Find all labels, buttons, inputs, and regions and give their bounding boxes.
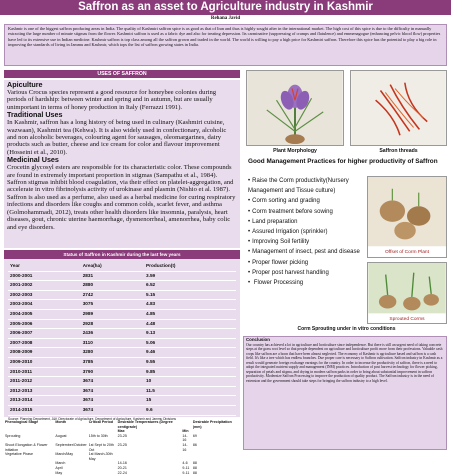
table-cell: 6.52 xyxy=(146,282,156,288)
stage-cell: 88 xyxy=(192,465,197,470)
practice-item: • Corm treatment before sowing xyxy=(248,207,366,217)
stage-header-cell: Phenological Stage xyxy=(5,420,39,424)
practice-item: • Management of insect, pest and disease xyxy=(248,247,366,257)
table-row xyxy=(8,329,236,339)
table-cell: 2002-2003 xyxy=(10,291,33,297)
plant-morphology-image xyxy=(246,70,344,146)
table-cell: 2008-2009 xyxy=(10,349,33,355)
stage-header-cell: Desirable Precipitation (mm) xyxy=(192,420,232,429)
table-cell: 9.55 xyxy=(146,358,156,364)
plant-morphology-caption: Plant Morphology xyxy=(273,148,317,154)
corm-offset-image xyxy=(367,176,447,258)
table-cell: 4.48 xyxy=(146,320,156,326)
practice-item: • Assured Irrigation (sprinkler) xyxy=(248,227,366,237)
stage-cell: September/October xyxy=(55,442,87,447)
practice-item: • Corm sorting and grading xyxy=(248,196,366,206)
table-cell: 2013-2014 xyxy=(10,397,33,403)
conclusion-heading: Conclusion xyxy=(246,337,270,342)
stage-row xyxy=(4,434,236,443)
table-cell: 3.59 xyxy=(146,272,156,278)
table-cell: 3674 xyxy=(82,387,94,393)
stage-cell: Shoot Elongation & Flower initiation xyxy=(5,442,48,452)
table-cell: 2005-2006 xyxy=(10,320,33,326)
table-header-cell: Area(ha) xyxy=(82,263,102,268)
sprouted-corms-image xyxy=(367,262,447,324)
table-cell: 9.6 xyxy=(146,406,153,412)
table-cell: 3280 xyxy=(82,349,94,355)
stage-cell: 15th to 30th xyxy=(88,433,108,438)
stage-cell xyxy=(181,452,191,461)
stage-cell: Sprouting xyxy=(5,433,21,438)
practices-heading: Good Management Practices for higher productivity of Saffron xyxy=(248,158,438,165)
uses-section xyxy=(4,80,240,248)
table-cell: 2007-2008 xyxy=(10,339,33,345)
stage-cell: 22-24 xyxy=(117,470,127,475)
table-cell: 2010-2011 xyxy=(10,368,33,374)
stage-cell: 23-25 xyxy=(117,442,127,447)
photo-row xyxy=(246,70,447,156)
saffron-threads-caption: Saffron threads xyxy=(379,148,418,154)
section-body-traditional: In Kashmir, saffron has a long history of being used in culinary (Kashmiri cuisine, wazwaan), Kashmiri tea (Kehwa). It is also widely used in confectionary, alcoholic and non alcoholic beverages, colouring agent for sausages, oleomargarines, dairy products such as butter, cheese and ice cream for color and flavour improvement (Hosseini et al., 2010). xyxy=(7,119,227,156)
stage-cell: March/May xyxy=(55,452,74,457)
table-cell: 3075 xyxy=(82,301,94,307)
sprouted-corms-caption: Sprouted Corms xyxy=(389,317,425,323)
table-cell: 2436 xyxy=(82,330,94,336)
table-cell: 9.46 xyxy=(146,349,156,355)
table-header-cell: Year xyxy=(10,263,20,268)
stage-cell: 9-11 xyxy=(182,470,190,475)
table-row xyxy=(8,300,236,310)
conclusion-panel xyxy=(243,336,447,450)
section-heading-medicinal: Medicinal Uses xyxy=(7,155,59,165)
production-table xyxy=(8,262,236,416)
table-row xyxy=(8,338,236,348)
stage-cell: 20-21 xyxy=(117,465,127,470)
table-row xyxy=(8,319,236,329)
table-row xyxy=(8,290,236,300)
stage-cell: 14-16 xyxy=(182,433,188,443)
stage-cell xyxy=(192,452,236,461)
table-cell: 2009-2010 xyxy=(10,358,33,364)
table-row xyxy=(8,396,236,406)
stage-cell: 9-11 xyxy=(182,465,190,470)
table-cell: 5.06 xyxy=(146,339,156,345)
stage-cell: 69 xyxy=(192,433,197,438)
section-body-apiculture: Various Crocus species represent a good resource for honeybee colonies during periods of hardship: between winter and spring and in autumn, but are usually unimportant in terms of honey production in Italy (Ferrazzi 1991). xyxy=(7,89,217,111)
stage-header-cell xyxy=(181,420,191,429)
stage-cell: 14-16 xyxy=(182,442,188,452)
corm-offset-caption: Offset of Corm Plant xyxy=(385,250,429,256)
table-cell: 9.85 xyxy=(146,368,156,374)
stage-cell: 88 xyxy=(192,470,197,475)
table-row xyxy=(8,357,236,367)
table-cell: 2001-2002 xyxy=(10,282,33,288)
table-source: Source: Planning Department, J&K Directorate of Agriculture, Department of Agriculture, Kashmir and Jammu Divisions xyxy=(8,416,176,421)
stage-cell xyxy=(4,471,54,475)
stage-subheader-cell: Min xyxy=(182,429,189,434)
table-cell: 3674 xyxy=(82,406,94,412)
practice-item: • Flower Processing xyxy=(248,278,366,288)
table-header-cell: Production(t) xyxy=(146,263,176,268)
table-cell: 15 xyxy=(146,397,152,403)
table-cell: 11.5 xyxy=(146,387,155,393)
table-cell: 2928 xyxy=(82,320,94,326)
table-row xyxy=(8,309,236,319)
status-heading: Status of Saffron in Kashmir during the last few years xyxy=(4,250,240,259)
table-cell: 2000-2001 xyxy=(10,272,33,278)
stage-cell: 88 xyxy=(192,461,197,466)
table-cell: 4.83 xyxy=(146,301,156,307)
stage-cell: March xyxy=(55,461,66,466)
table-cell: 3674 xyxy=(82,397,94,403)
stage-cell: 23-25 xyxy=(117,433,127,438)
section-heading-traditional: Traditional Uses xyxy=(7,110,63,120)
saffron-threads-image xyxy=(350,70,447,146)
stage-cell: 86 xyxy=(192,442,197,447)
stage-cell: April xyxy=(55,465,63,470)
table-row xyxy=(8,281,236,291)
conclusion-body: Our country has achieved a lot in agriculture and horticulture since independence. But there is still an urgent need of taking concrete steps at the grass root level so that people dependent on agriculture and horticulture profit more from their professions. Valuable cash crops like saffron are a boon that have been almost neglected. The economy of Kashmir is agriculture based and saffron is a cash field. It's like a tree which has endless branches. Due proper care is necessary to Saffron cultivation. Saffron industry in Kashmir as a result would generate foreign exchange earnings for the country. In order to increase the productivity of saffron, there is a need to adopt the integrated nutrient supply and management (INM) practices. Introduction of post harvest technology for flower picking, separation of petals and stigma, and drying in modern saffron parks in order to bring about substantial improvement in saffron productivity. Modernize Saffron Processing to improve the production of quality product. The Saffron industry is in the need of extension and the government should take steps for bringing the saffron industry to a high level. xyxy=(246,342,443,383)
stage-cell: May xyxy=(55,470,63,475)
uses-heading: USES OF SAFFRON xyxy=(4,70,240,78)
table-cell: 2006-2007 xyxy=(10,330,33,336)
stage-row xyxy=(4,443,236,452)
practice-item: • Improving Soil fertility xyxy=(248,237,366,247)
practice-item: • Land preparation xyxy=(248,217,366,227)
table-row xyxy=(8,377,236,387)
abstract: Kashmir is one of the biggest saffron producing areas in India. The quality of Kashmiri saffron spice is as good as that of Iran and thus is highly sought after in the international market. The high cost of this spice is due to the difficulty in manually extracting the large number of minute stigmas from the flower. Kashmiri saffron is used as a fabric dye and also for treating depression. Its carminative (suppressing of cramps and flatulence) and emmenagogue (enhancing pelvic blood flow) properties have led to its extensive use in Indian medicine. Kashmir saffron is top class among all the saffron grown and traded in the world. The world is willing to pay a high price for Kashmiri saffron. Therefore this spice has the potential to play a big role in improving the standards of living in Jammu and Kashmir, which tops the list of saffron growing states in India. xyxy=(4,24,447,66)
stage-cell: 14-16 xyxy=(117,461,127,466)
stage-row xyxy=(4,452,236,461)
stage-header-cell: Critical Period xyxy=(88,420,114,424)
stage-cell: 1st Sept to 20th Oct xyxy=(88,442,114,452)
table-cell: 2011-2012 xyxy=(10,378,33,384)
stage-row xyxy=(4,471,236,475)
table-cell: 5.15 xyxy=(146,291,156,297)
stage-cell: Vegetative Phase xyxy=(5,452,33,457)
growth-stage-table xyxy=(4,420,236,475)
stage-cell xyxy=(88,471,117,475)
table-cell: 2831 xyxy=(82,272,94,278)
table-cell: 4.85 xyxy=(146,310,156,316)
table-row xyxy=(8,348,236,358)
table-cell: 2003-2004 xyxy=(10,301,33,307)
section-heading-apiculture: Apiculture xyxy=(7,80,43,89)
table-row xyxy=(8,405,236,415)
table-header-row xyxy=(8,262,236,271)
poster-title: Saffron as an asset to Agriculture industry in Kashmir xyxy=(0,0,451,15)
table-cell: 3785 xyxy=(82,358,94,364)
stage-cell: 1st March-30th May xyxy=(88,452,113,461)
table-cell: 3674 xyxy=(82,378,94,384)
stage-subheader-cell: Max xyxy=(117,429,125,434)
table-cell: 3790 xyxy=(82,368,94,374)
corm-sprouting-caption: Corm Sprouting under in vitro conditions xyxy=(297,326,396,332)
section-body-medicinal: Crocetin glycosyl esters are responsible for its characteristic color. These compounds are found in extremely important proportion in stigmas (Sampathu et al., 1984). Saffron stigmas inhibit blood coagulation, via their effect on platelet-aggregation, and accelerate in vitro fibrinolysis activity of urokinase and plasmin (Nishio et al. 1987). Saffron is also used as a perfume, also used as a herbal medicine for curing respiratory infections and disorders like coughs and common colds, scarlet fever, and asthma (Golmohammadi, 2012), treats other health disorders like insomnia, paralysis, heart diseases, gout, chronic uterine haemorrhage, dysmenorrheal, amenorrhea, baby colic and eye disorders. xyxy=(7,164,236,231)
stage-cell: August xyxy=(55,433,67,438)
table-cell: 2880 xyxy=(82,282,94,288)
table-cell: 2012-2013 xyxy=(10,387,33,393)
table-cell: 2014-2015 xyxy=(10,406,33,412)
table-row xyxy=(8,271,236,281)
stage-cell xyxy=(117,452,182,461)
table-row xyxy=(8,386,236,396)
table-cell: 2004-2005 xyxy=(10,310,33,316)
production-table-panel xyxy=(4,250,240,421)
practice-item: • Raise the Corm productivity(Nursery Management and Tissue culture) xyxy=(248,176,366,196)
stage-cell: 4-6 xyxy=(182,461,188,466)
table-cell: 3110 xyxy=(82,339,93,345)
practice-item: • Proper flower picking xyxy=(248,258,366,268)
practice-item: • Proper post harvest handling xyxy=(248,268,366,278)
table-cell: 9.13 xyxy=(146,330,156,336)
author-name: Rehana Javid xyxy=(210,16,241,21)
table-cell: 10 xyxy=(146,378,152,384)
table-row xyxy=(8,367,236,377)
table-cell: 2742 xyxy=(82,291,94,297)
table-cell: 2989 xyxy=(82,310,94,316)
stage-header-cell: Month xyxy=(55,420,67,424)
stage-header-cell: Desirable Temperatures (Degree centigrade) xyxy=(117,420,173,429)
practices-list xyxy=(248,176,366,288)
